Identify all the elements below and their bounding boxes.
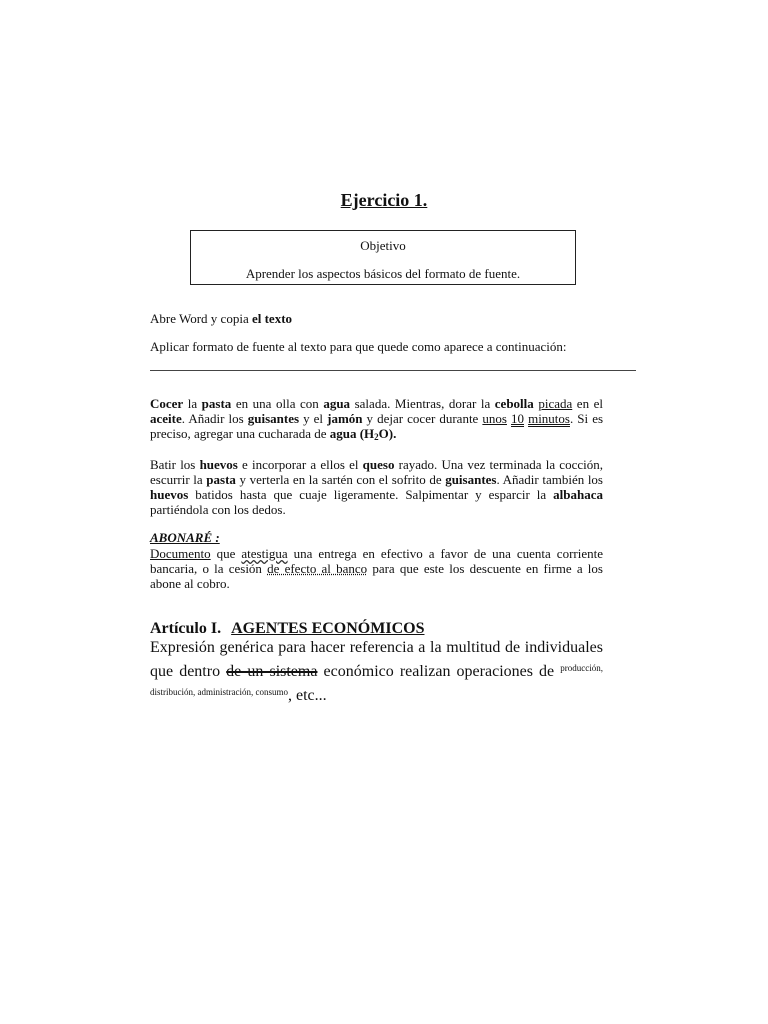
text-bold: pasta xyxy=(201,396,232,411)
objective-box xyxy=(190,230,576,285)
instruction-text-bold: el texto xyxy=(251,311,293,326)
abonare-heading: ABONARÉ : xyxy=(150,530,220,545)
text-bold: cebolla xyxy=(494,396,534,411)
horizontal-rule xyxy=(150,370,636,371)
text-bold: albahaca xyxy=(553,487,603,502)
text-dotted-underline: de efecto al banco xyxy=(267,561,368,576)
text: , etc... xyxy=(287,687,327,704)
text-strikethrough: de un sistema xyxy=(226,663,318,680)
text-bold: guisantes xyxy=(445,472,497,487)
recipe-paragraph-1 xyxy=(150,396,603,445)
text-bold: jamón xyxy=(327,411,363,426)
instruction-line-1 xyxy=(150,311,292,327)
text: y verterla en la sartén con el sofrito de xyxy=(235,472,446,487)
instruction-line-2: Aplicar formato de fuente al texto para que quede como aparece a continuación: xyxy=(150,339,567,354)
text: para que este los descuente en firme a los abone al cobro. xyxy=(150,561,603,591)
text: una entrega en efectivo a favor de una cuenta corriente bancaria, o la cesión xyxy=(150,546,603,576)
instruction-text: Abre Word y copia xyxy=(150,311,252,326)
text: salada. Mientras, dorar la xyxy=(350,396,495,411)
text-superscript: producción, distribución, administración, consumo xyxy=(150,663,603,697)
text: Batir los xyxy=(150,457,200,472)
article-heading xyxy=(150,620,424,638)
text-bold: pasta xyxy=(206,472,236,487)
text-double-underline: 10 xyxy=(511,411,525,426)
text: y dejar cocer durante xyxy=(362,411,483,426)
text: que xyxy=(210,546,242,561)
text: y el xyxy=(299,411,328,426)
text: en el xyxy=(572,396,603,411)
recipe-paragraph-2 xyxy=(150,457,603,517)
text: económico realizan operaciones de xyxy=(317,663,561,680)
text-bold: huevos xyxy=(150,487,189,502)
text-bold: O). xyxy=(378,426,397,441)
text-underline: picada xyxy=(538,396,573,411)
text-bold: huevos xyxy=(199,457,238,472)
article-paragraph xyxy=(150,638,603,706)
text: . Añadir los xyxy=(181,411,248,426)
text: Expresión genérica para hacer referencia a la multitud de individuales que dentro xyxy=(150,639,603,680)
text: . Si es preciso, agregar una cucharada de xyxy=(150,411,604,441)
page-title: Ejercicio 1. xyxy=(340,190,428,210)
text-bold: Cocer xyxy=(150,396,184,411)
text-bold: guisantes xyxy=(247,411,300,426)
text: la xyxy=(183,396,202,411)
text-underline: unos xyxy=(482,411,507,426)
article-label: Artículo I. xyxy=(150,620,222,637)
text: rayado. Una vez terminada la cocción, escurrir la xyxy=(150,457,603,487)
text-wavy-underline: atestigua xyxy=(241,546,288,561)
text-bold: aceite xyxy=(150,411,182,426)
text-bold: agua xyxy=(323,396,351,411)
article-title: AGENTES ECONÓMICOS xyxy=(231,620,425,637)
text-double-underline: minutos xyxy=(528,411,570,426)
subscript: 2 xyxy=(374,432,379,442)
text: en una olla con xyxy=(231,396,324,411)
text: e incorporar a ellos el xyxy=(237,457,363,472)
text: partiéndola con los dedos. xyxy=(150,502,286,517)
text: . Añadir también los xyxy=(496,472,603,487)
abonare-paragraph xyxy=(150,546,603,591)
objective-text: Aprender los aspectos básicos del formato de fuente. xyxy=(245,266,521,281)
text: batidos hasta que cuaje ligeramente. Salpimentar y esparcir la xyxy=(188,487,554,502)
text-underline: Documento xyxy=(150,546,211,561)
text-bold: queso xyxy=(362,457,395,472)
text-bold: agua (H xyxy=(329,426,375,441)
objective-heading: Objetivo xyxy=(360,238,406,253)
